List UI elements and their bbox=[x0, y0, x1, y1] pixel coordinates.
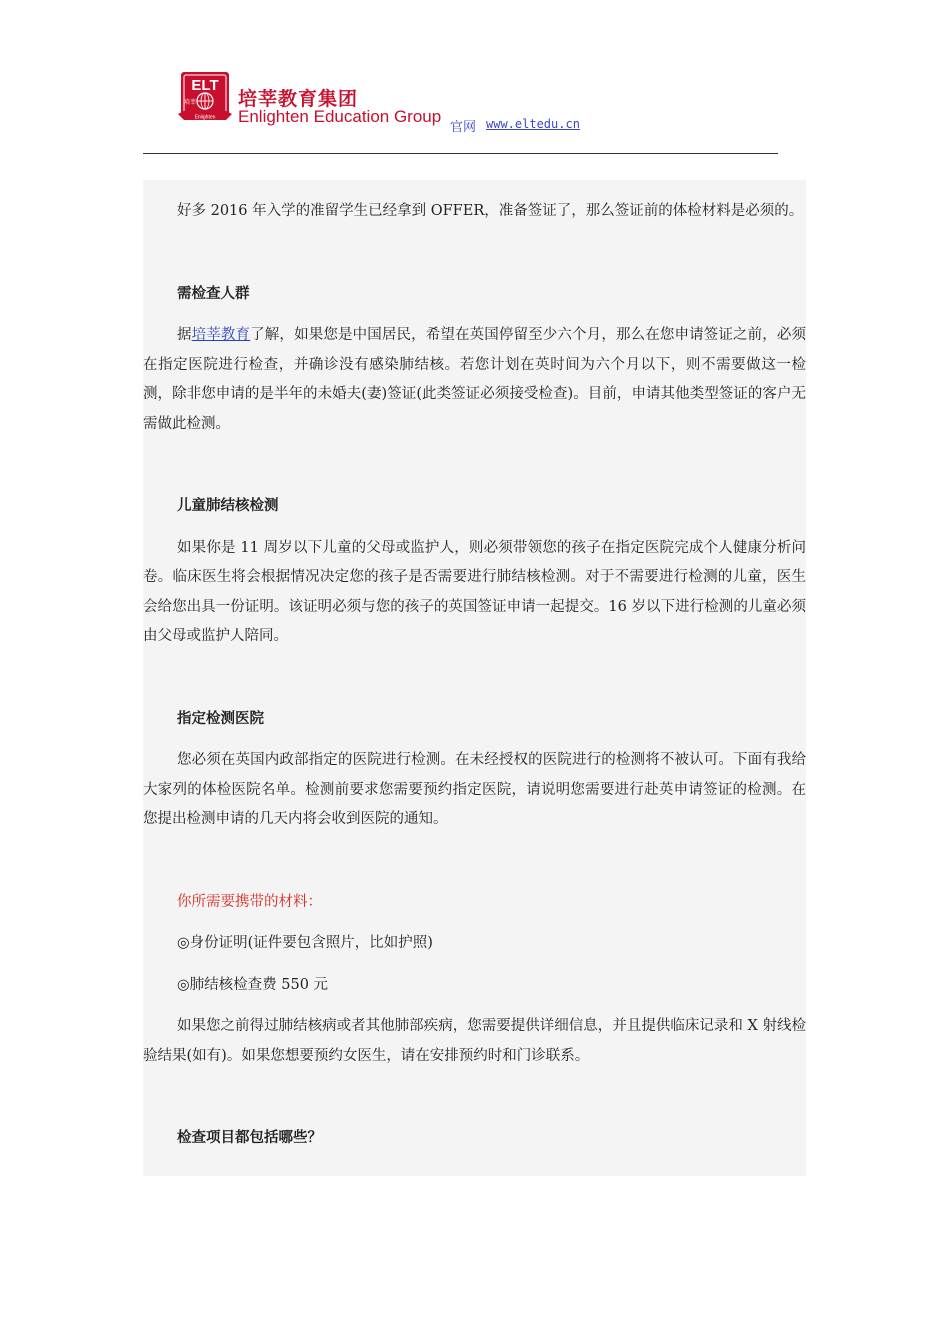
paragraph-body: 了解，如果您是中国居民，希望在英国停留至少六个月，那么在您申请签证之前，必须在指定医院进行检查，并确诊没有感染肺结核。若您计划在英时间为六个月以下，则不需要做这一检测，除非您申请的是半年的未婚夫(妻)签证(此类签证必须接受检查)。目前，申请其他类型签证的客户无需做此检测。 bbox=[143, 327, 806, 432]
enlighten-edu-link[interactable]: 培莘教育 bbox=[191, 327, 251, 343]
section-title-check-items: 检查项目都包括哪些？ bbox=[177, 1130, 322, 1146]
intro-paragraph: 好多 2016 年入学的准留学生已经拿到 OFFER，准备签证了，那么签证前的体检材料是必须的。 bbox=[177, 203, 804, 219]
materials-note: 如果您之前得过肺结核病或者其他肺部疾病，您需要提供详细信息，并且提供临床记录和 X 射线检验结果(如有)。如果您想要预约女医生，请在安排预约时和门诊联系。 bbox=[143, 1018, 806, 1064]
logo-ribbon-text: Enlighten bbox=[194, 114, 216, 121]
official-site-label: 官网 bbox=[450, 120, 477, 135]
section-title-who-needs-check: 需检查人群 bbox=[177, 285, 250, 302]
section-paragraph-who-needs-check bbox=[143, 321, 806, 439]
header-divider bbox=[143, 153, 778, 154]
logo-sub-cn: 培莘 bbox=[183, 99, 197, 106]
section-paragraph-child-tb-test: 如果你是 11 周岁以下儿童的父母或监护人，则必须带领您的孩子在指定医院完成个人健康分析问卷。临床医生将会根据情况决定您的孩子是否需要进行肺结核检测。对于不需要进行检测的儿童，医生会给您出具一份证明。该证明必须与您的孩子的英国签证申请一起提交。16 岁以下进行检测的儿童必须由父母或监护人陪同。 bbox=[143, 539, 806, 644]
section-title-child-tb-test: 儿童肺结核检测 bbox=[177, 498, 279, 514]
article-body bbox=[143, 180, 806, 1176]
materials-title: 你所需要携带的材料： bbox=[177, 893, 322, 910]
materials-item-fee: ◎肺结核检查费 550 元 bbox=[177, 976, 329, 993]
paragraph-lead: 据 bbox=[177, 327, 192, 343]
logo-text: ELT bbox=[191, 77, 219, 94]
elt-logo-icon bbox=[178, 70, 232, 130]
materials-item-id: ◎身份证明(证件要包含照片，比如护照) bbox=[177, 935, 433, 951]
page-header bbox=[178, 70, 778, 140]
brand-name-cn: 培莘教育集团 bbox=[238, 88, 359, 110]
section-paragraph-designated-hospital: 您必须在英国内政部指定的医院进行检测。在未经授权的医院进行的检测将不被认可。下面有我给大家列的体检医院名单。检测前要求您需要预约指定医院，请说明您需要进行赴英申请签证的检测。在您提出检测申请的几天内将会收到医院的通知。 bbox=[143, 752, 806, 827]
section-title-designated-hospital: 指定检测医院 bbox=[177, 710, 264, 727]
official-site-link[interactable]: www.eltedu.cn bbox=[486, 117, 580, 131]
brand-name-en: Enlighten Education Group bbox=[238, 107, 442, 126]
